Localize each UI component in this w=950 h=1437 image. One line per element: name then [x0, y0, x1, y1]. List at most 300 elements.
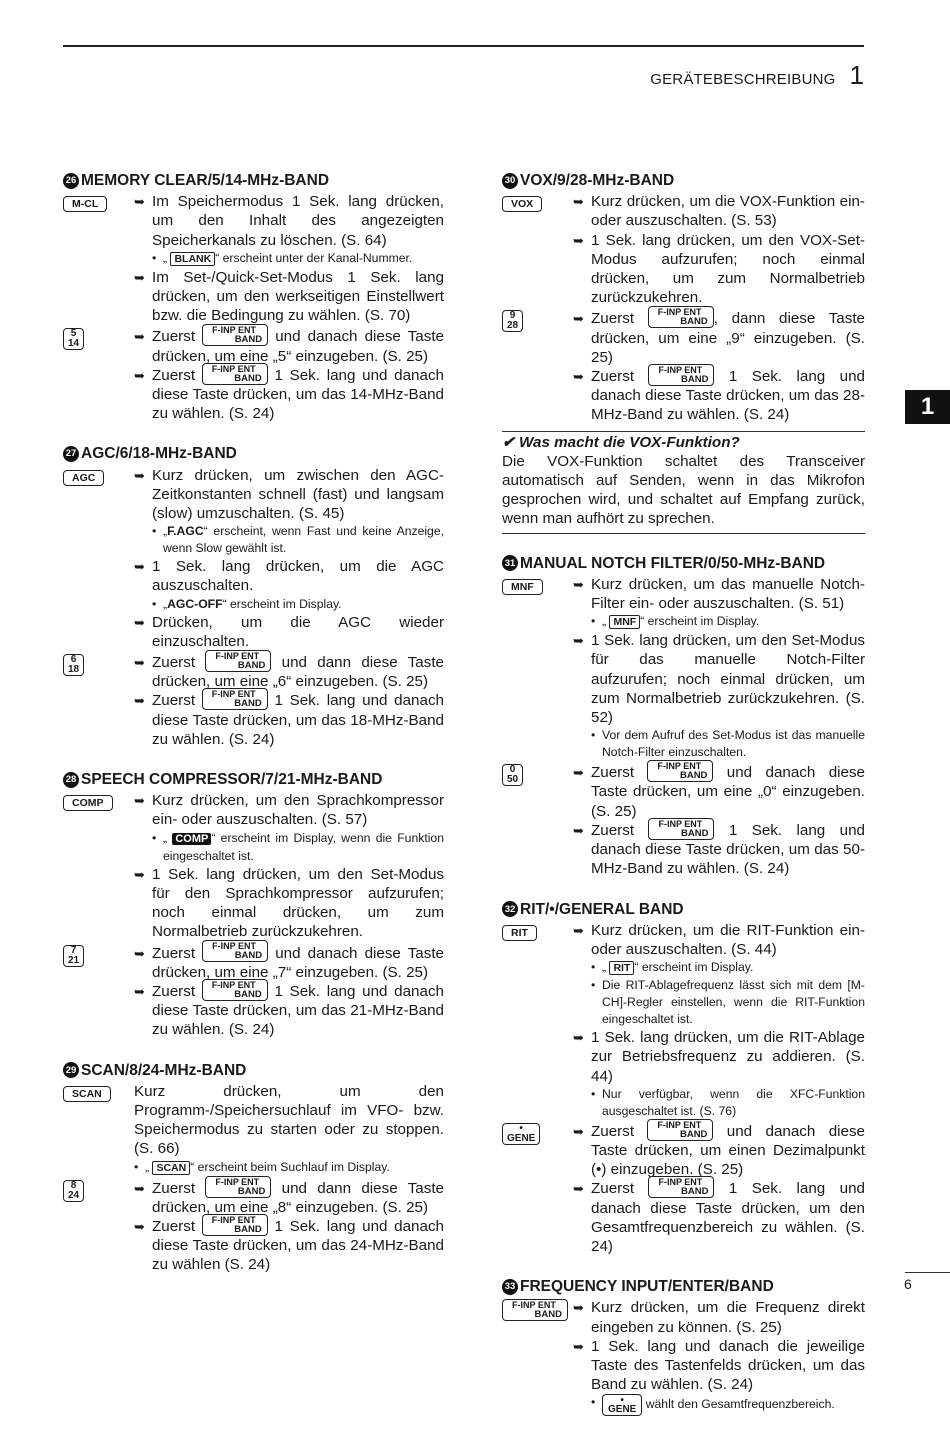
info-text: Die VOX-Funktion schaltet des Transceiver automatisch auf Senden, wenn in das Mikrofon gesprochen wird, und schaltet auf Empfang zurück, wenn man aufhört zu sprechen. — [502, 452, 865, 528]
arrow-icon: ➥ — [573, 633, 584, 649]
instruction-item — [134, 865, 444, 942]
instruction-text — [152, 268, 444, 326]
display-indicator-comp: COMP — [172, 833, 211, 845]
instruction-text — [152, 1214, 444, 1275]
text-run: „ — [163, 524, 168, 539]
note-item — [573, 1086, 865, 1120]
text-run: Zuerst — [152, 328, 203, 346]
text-run: Zuerst — [591, 1122, 648, 1140]
instruction-item — [134, 363, 444, 424]
key-descriptions — [573, 921, 865, 1120]
panel-key-14 — [63, 328, 84, 350]
section-title — [502, 554, 865, 573]
text-run: “ erscheint im Display. — [222, 596, 342, 611]
key-cell — [63, 1082, 134, 1177]
note-text — [602, 727, 865, 761]
text-run: “ erscheint unter der Kanal-Nummer. — [215, 250, 413, 265]
instruction-text — [152, 327, 444, 365]
key-label: MNF — [511, 580, 534, 593]
key-label-bottom: BAND — [237, 660, 266, 672]
text-run: “ erscheint beim Suchlauf im Display. — [190, 1159, 390, 1174]
bullet-icon: • — [591, 960, 596, 975]
f-inp-ent-band-key — [202, 363, 268, 385]
bullet-icon: • — [152, 596, 157, 611]
instruction-item — [573, 818, 865, 879]
key-label-top: F-INP ENT — [211, 363, 256, 374]
text-run: Nur verfügbar, wenn die XFC-Funktion ausgeschaltet ist. (S. 76) — [602, 1086, 865, 1118]
key-row — [502, 763, 865, 878]
section-title-text: SCAN/8/24-MHz-BAND — [81, 1061, 247, 1079]
instruction-item — [573, 921, 865, 959]
note-text — [163, 830, 444, 865]
key-row — [63, 791, 444, 941]
text-run: Kurz drücken, um die RIT-Funktion ein- oder auszuschalten. (S. 44) — [591, 921, 865, 958]
arrow-icon: ➥ — [573, 1338, 584, 1354]
instruction-text — [152, 653, 444, 691]
arrow-icon: ➥ — [134, 1180, 145, 1196]
instruction-item — [134, 691, 444, 749]
bullet-icon: • — [152, 524, 157, 539]
info-box — [502, 431, 865, 534]
instruction-item — [134, 466, 444, 524]
key-descriptions — [573, 763, 865, 878]
note-item — [573, 727, 865, 761]
key-label-top: • — [620, 1395, 624, 1407]
instruction-text — [591, 1337, 865, 1395]
key-row — [502, 921, 865, 1120]
panel-key-rit — [502, 925, 537, 941]
key-label-top: F-INP ENT — [212, 941, 256, 952]
instruction-text — [591, 631, 865, 727]
panel-key-50 — [502, 764, 523, 786]
key-row — [63, 466, 444, 651]
key-label: M-CL — [72, 198, 99, 211]
f-inp-ent-band-key — [648, 1176, 714, 1198]
f-inp-ent-band-key — [205, 650, 271, 672]
text-run: Im Speichermodus 1 Sek. lang drücken, um den Inhalt des angezeigten Speicherkanals zu löschen. (S. 64) — [152, 193, 444, 249]
f-inp-ent-band-key — [648, 364, 714, 386]
section-number-badge: 27 — [63, 446, 79, 462]
instruction-text — [152, 691, 444, 749]
key-label-bottom: BAND — [680, 316, 708, 328]
key-label-bottom: 18 — [68, 664, 80, 676]
note-text — [163, 523, 444, 557]
f-inp-ent-band-key — [502, 1299, 568, 1321]
key-section — [63, 444, 444, 749]
key-descriptions — [573, 1298, 865, 1416]
key-label: AGC — [72, 471, 96, 484]
text-run: “ erscheint im Display, wenn die Funktion eingeschaltet ist. — [163, 830, 444, 863]
text-run: und danach diese Taste drücken, um eine „5“ einzugeben. (S. 25) — [152, 328, 444, 365]
key-cell — [502, 309, 573, 424]
instruction-item — [134, 1214, 444, 1275]
text-run: Zuerst — [591, 310, 648, 328]
panel-key-28 — [502, 310, 523, 332]
instruction-text — [591, 367, 865, 425]
panel-key-18 — [63, 654, 84, 676]
instruction-text — [152, 1176, 444, 1217]
panel-key-21 — [63, 945, 84, 967]
instruction-item — [134, 791, 444, 829]
key-label: VOX — [511, 198, 534, 211]
key-label-top: 0 — [509, 764, 516, 776]
arrow-icon: ➥ — [573, 765, 584, 781]
key-label-bottom: GENE — [507, 1132, 536, 1144]
display-indicator-agcoff: AGC-OFF — [167, 596, 223, 611]
section-number-badge: 30 — [502, 173, 518, 189]
f-inp-ent-band-key — [205, 1176, 271, 1198]
info-heading: ✔ Was macht die VOX-Funktion? — [502, 433, 740, 451]
panel-key-agc — [63, 470, 104, 486]
arrow-icon: ➥ — [134, 467, 145, 483]
text-run: und danach diese Taste drücken, um eine „7“ einzugeben. (S. 25) — [152, 944, 444, 981]
section-title — [502, 171, 865, 190]
key-label: SCAN — [72, 1087, 102, 1100]
text-run: “ erscheint im Display. — [640, 614, 760, 629]
section-number-badge: 26 — [63, 173, 79, 189]
instruction-text — [152, 363, 444, 424]
arrow-icon: ➥ — [573, 311, 584, 327]
instruction-item — [573, 231, 865, 308]
text-run: „ — [163, 830, 173, 845]
instruction-item — [573, 1119, 865, 1180]
section-title — [63, 444, 444, 463]
bullet-icon: • — [591, 1086, 596, 1101]
display-indicator-mnf: MNF — [609, 615, 640, 629]
text-run: 1 Sek. lang drücken, um den Set-Modus für den Sprachkompressor aufzurufen; noch einmal drücken, um zum Normalbetrieb zurückzukehren. — [152, 865, 444, 941]
key-descriptions — [134, 791, 444, 941]
instruction-item — [134, 653, 444, 691]
note-text — [145, 1159, 390, 1177]
key-cell — [502, 1122, 573, 1256]
key-label-bottom: BAND — [681, 1186, 709, 1198]
text-run: Zuerst — [152, 366, 202, 384]
text-run: Kurz drücken, um den Sprachkompressor ein- oder auszuschalten. (S. 57) — [152, 792, 444, 829]
text-run: Zuerst — [591, 821, 649, 839]
bullet-icon: • — [152, 250, 157, 265]
text-run: „ — [163, 596, 168, 611]
chapter-title: GERÄTEBESCHREIBUNG — [650, 71, 836, 88]
section-title-text: MEMORY CLEAR/5/14-MHz-BAND — [81, 172, 330, 189]
key-label-bottom: 28 — [507, 320, 519, 332]
bullet-icon: • — [591, 1395, 596, 1410]
key-row — [63, 941, 444, 1040]
text-run: wählt den Gesamtfrequenzbereich. — [642, 1397, 835, 1412]
note-item — [573, 1394, 865, 1416]
text-run: Zuerst — [591, 1180, 649, 1198]
key-descriptions — [134, 1082, 444, 1177]
key-cell — [63, 653, 134, 749]
text-run: Die RIT-Ablagefrequenz lässt sich mit dem [M-CH]-Regler einstellen, wenn die RIT-Funktion eingeschaltet ist. — [602, 978, 865, 1027]
arrow-icon: ➥ — [573, 1300, 584, 1316]
key-section — [63, 770, 444, 1039]
key-label-bottom: 24 — [68, 1189, 80, 1201]
panel-key-scan — [63, 1086, 111, 1102]
note-text — [602, 977, 865, 1028]
key-label-bottom: BAND — [234, 950, 263, 962]
key-descriptions — [573, 1119, 865, 1256]
arrow-icon: ➥ — [573, 194, 584, 210]
instruction-text — [591, 818, 865, 879]
key-label-top: F-INP ENT — [211, 979, 256, 990]
instruction-text — [591, 309, 865, 367]
instruction-text — [591, 575, 865, 613]
key-descriptions — [134, 327, 444, 423]
section-title-text: SPEECH COMPRESSOR/7/21-MHz-BAND — [81, 771, 383, 789]
key-cell — [63, 192, 134, 325]
key-section — [63, 171, 444, 423]
instruction-item — [573, 1028, 865, 1086]
key-label-bottom: BAND — [681, 374, 709, 386]
panel-key-comp — [63, 795, 113, 811]
instruction-item — [573, 367, 865, 425]
text-run: Kurz drücken, um die VOX-Funktion ein- oder auszuschalten. (S. 53) — [591, 193, 865, 230]
key-label-bottom: 21 — [68, 954, 80, 966]
key-descriptions — [134, 941, 444, 1040]
arrow-icon: ➥ — [134, 693, 145, 709]
instruction-text — [152, 979, 444, 1040]
note-text — [163, 596, 342, 613]
note-item — [573, 977, 865, 1028]
instruction-item — [573, 1298, 865, 1336]
text-run: Zuerst — [152, 654, 206, 672]
key-label-top: F-INP ENT — [212, 325, 256, 336]
key-label-bottom: GENE — [608, 1404, 637, 1416]
arrow-icon: ➥ — [134, 614, 145, 630]
instruction-text — [134, 1082, 444, 1159]
text-run: Zuerst — [591, 764, 648, 782]
left-column — [63, 171, 444, 1296]
display-indicator-rit: RIT — [609, 961, 634, 975]
note-item — [134, 830, 444, 865]
section-number-badge: 29 — [63, 1062, 79, 1078]
key-label-top: F-INP ENT — [658, 365, 703, 376]
instruction-text — [591, 231, 865, 308]
text-run: “ erscheint, wenn Fast und keine Anzeige, wenn Slow gewählt ist. — [163, 524, 444, 556]
arrow-icon: ➥ — [134, 1218, 145, 1234]
arrow-icon: ➥ — [573, 922, 584, 938]
page-number-rule — [905, 1272, 950, 1273]
arrow-icon: ➥ — [134, 269, 145, 285]
section-number-badge: 33 — [502, 1279, 518, 1295]
f-inp-ent-band-key — [647, 1119, 713, 1141]
text-run: Kurz drücken, um zwischen den AGC-Zeitkonstanten schnell (fast) und langsam (slow) umzuschalten. (S. 45) — [152, 466, 444, 523]
f-inp-ent-band-key — [202, 979, 268, 1001]
arrow-icon: ➥ — [134, 866, 145, 882]
arrow-icon: ➥ — [134, 329, 145, 345]
text-run: Kurz drücken, um die Frequenz direkt eingeben zu können. (S. 25) — [591, 1299, 865, 1336]
key-label-bottom: BAND — [681, 827, 709, 839]
key-row — [63, 653, 444, 749]
arrow-icon: ➥ — [134, 559, 145, 575]
key-descriptions — [134, 1176, 444, 1275]
section-number-badge: 28 — [63, 772, 79, 788]
key-row — [502, 1119, 865, 1256]
section-number-badge: 31 — [502, 555, 518, 571]
text-run: 1 Sek. lang und danach diese Taste drücken, um den Gesamtfrequenzbereich zu wählen. (S. 24) — [591, 1180, 865, 1255]
f-inp-ent-band-key — [202, 688, 268, 710]
key-descriptions — [573, 192, 865, 307]
key-label-top: 8 — [70, 1179, 77, 1191]
key-cell — [502, 575, 573, 761]
key-label-bottom: BAND — [679, 1128, 708, 1140]
key-cell — [63, 791, 134, 941]
instruction-text — [152, 865, 444, 942]
instruction-item — [573, 763, 865, 821]
key-cell — [502, 1298, 573, 1416]
bullet-icon: • — [134, 1159, 139, 1174]
arrow-icon: ➥ — [573, 576, 584, 592]
section-title — [502, 900, 865, 919]
key-label-top: 9 — [509, 310, 516, 322]
text-run: „ — [163, 250, 171, 265]
arrow-icon: ➥ — [573, 1030, 584, 1046]
key-row — [502, 1298, 865, 1416]
chapter-header — [650, 60, 864, 91]
bullet-icon: • — [591, 978, 596, 993]
key-descriptions — [573, 575, 865, 761]
arrow-icon: ➥ — [573, 1181, 584, 1197]
text-run: Vor dem Aufruf des Set-Modus ist das manuelle Notch-Filter einzuschalten. — [602, 728, 865, 760]
instruction-item — [134, 327, 444, 365]
arrow-icon: ➥ — [573, 369, 584, 385]
panel-key-gene — [502, 1123, 540, 1145]
key-label-top: 5 — [70, 328, 77, 340]
header-rule — [63, 45, 864, 47]
text-run: „ — [145, 1159, 153, 1174]
note-item — [134, 523, 444, 557]
key-label-bottom: BAND — [237, 1185, 266, 1197]
section-title-text: VOX/9/28-MHz-BAND — [520, 172, 675, 189]
key-descriptions — [134, 466, 444, 651]
text-run: und danach diese Taste drücken, um einen Dezimalpunkt (•) einzugeben. (S. 25) — [591, 1122, 865, 1179]
section-title — [63, 1061, 444, 1080]
key-label-top: F-INP ENT — [657, 307, 702, 318]
text-run: Zuerst — [152, 692, 202, 710]
section-title-text: MANUAL NOTCH FILTER/0/50-MHz-BAND — [520, 554, 826, 572]
gene-key — [602, 1394, 642, 1416]
key-label-bottom: BAND — [234, 988, 262, 1000]
instruction-item — [134, 1176, 444, 1217]
text-run: 1 Sek. lang und danach diese Taste drücken, um das 21-MHz-Band zu wählen. (S. 24) — [152, 982, 444, 1039]
instruction-item — [573, 575, 865, 613]
key-label-top: F-INP ENT — [211, 689, 256, 700]
section-title — [63, 770, 444, 789]
text-run: und dann diese Taste drücken, um eine „6“ einzugeben. (S. 25) — [152, 654, 444, 691]
section-title-text: AGC/6/18-MHz-BAND — [81, 445, 237, 463]
f-inp-ent-band-key — [648, 818, 714, 840]
text-run: 1 Sek. lang und danach diese Taste drücken, um das 24-MHz-Band zu wählen (S. 24) — [152, 1217, 444, 1274]
note-item — [573, 959, 865, 977]
arrow-icon: ➥ — [573, 232, 584, 248]
f-inp-ent-band-key — [648, 306, 714, 328]
key-label-bottom: BAND — [679, 770, 708, 782]
instruction-text — [591, 1298, 865, 1336]
key-descriptions — [134, 653, 444, 749]
key-label: RIT — [511, 926, 528, 939]
chapter-side-tab: 1 — [905, 390, 950, 424]
instruction-item — [134, 268, 444, 326]
key-cell — [502, 763, 573, 878]
key-label-top: F-INP ENT — [657, 1119, 702, 1130]
key-row — [63, 327, 444, 423]
instruction-text — [591, 921, 865, 959]
instruction-text — [591, 1119, 865, 1180]
note-text — [602, 613, 759, 631]
instruction-text — [591, 192, 865, 230]
instruction-item — [134, 613, 444, 651]
instruction-text — [152, 192, 444, 250]
text-run: 1 Sek. lang drücken, um den VOX-Set-Modus aufzurufen; noch einmal drücken, um zum Normalbetrieb zurückzukehren. — [591, 231, 865, 307]
note-text — [602, 1394, 835, 1416]
text-run: 1 Sek. lang und danach diese Taste drücken, um das 14-MHz-Band zu wählen. (S. 24) — [152, 366, 444, 423]
key-label-bottom: BAND — [234, 698, 262, 710]
instruction-text — [152, 466, 444, 524]
instruction-item — [134, 557, 444, 595]
text-run: „ — [602, 960, 610, 975]
key-label-top: F-INP ENT — [512, 1300, 556, 1311]
note-item — [134, 1159, 444, 1177]
key-cell — [502, 921, 573, 1120]
key-label-top: 6 — [70, 654, 77, 666]
instruction-text — [152, 557, 444, 595]
text-run: 1 Sek. lang drücken, um die RIT-Ablage zur Betriebsfrequenz zu addieren. (S. 44) — [591, 1029, 865, 1085]
section-number-badge: 32 — [502, 901, 518, 917]
instruction-item — [134, 941, 444, 982]
section-title-text: RIT/•/GENERAL BAND — [520, 900, 684, 918]
key-label-bottom: BAND — [234, 334, 263, 346]
instruction-text — [152, 613, 444, 651]
key-label-bottom: 14 — [68, 338, 80, 350]
text-run: Zuerst — [152, 944, 203, 962]
key-label-top: F-INP ENT — [215, 1176, 260, 1187]
f-inp-ent-band-key — [202, 324, 268, 346]
text-run: 1 Sek. lang und danach diese Taste drücken, um das 18-MHz-Band zu wählen. (S. 24) — [152, 692, 444, 748]
key-label-bottom: BAND — [234, 372, 262, 384]
instruction-text — [152, 941, 444, 982]
section-title — [502, 1277, 865, 1296]
key-cell — [63, 466, 134, 651]
bullet-icon: • — [152, 830, 157, 845]
instruction-item — [573, 1179, 865, 1256]
f-inp-ent-band-key — [647, 760, 713, 782]
text-run: , dann diese Taste drücken, um eine „9“ einzugeben. (S. 25) — [591, 310, 866, 366]
arrow-icon: ➥ — [134, 367, 145, 383]
text-run: 1 Sek. lang und danach diese Taste drücken, um das 28-MHz-Band zu wählen. (S. 24) — [591, 368, 865, 424]
arrow-icon: ➥ — [573, 1123, 584, 1139]
key-cell — [63, 944, 134, 1040]
instruction-item — [134, 979, 444, 1040]
key-cell — [502, 192, 573, 307]
instruction-item — [573, 631, 865, 727]
note-item — [134, 596, 444, 613]
key-row — [63, 1082, 444, 1177]
key-row — [502, 575, 865, 761]
note-text — [602, 1086, 865, 1120]
key-row — [502, 309, 865, 424]
text-run: Zuerst — [152, 982, 202, 1000]
instruction-text — [591, 1179, 865, 1256]
key-label-top: F-INP ENT — [658, 1177, 703, 1188]
instruction-text — [591, 763, 865, 821]
key-section — [502, 900, 865, 1257]
key-cell — [63, 1179, 134, 1275]
f-inp-ent-band-key — [202, 940, 268, 962]
text-run: “ erscheint im Display. — [634, 960, 754, 975]
arrow-icon: ➥ — [134, 983, 145, 999]
key-section — [502, 171, 865, 425]
instruction-item — [573, 192, 865, 230]
